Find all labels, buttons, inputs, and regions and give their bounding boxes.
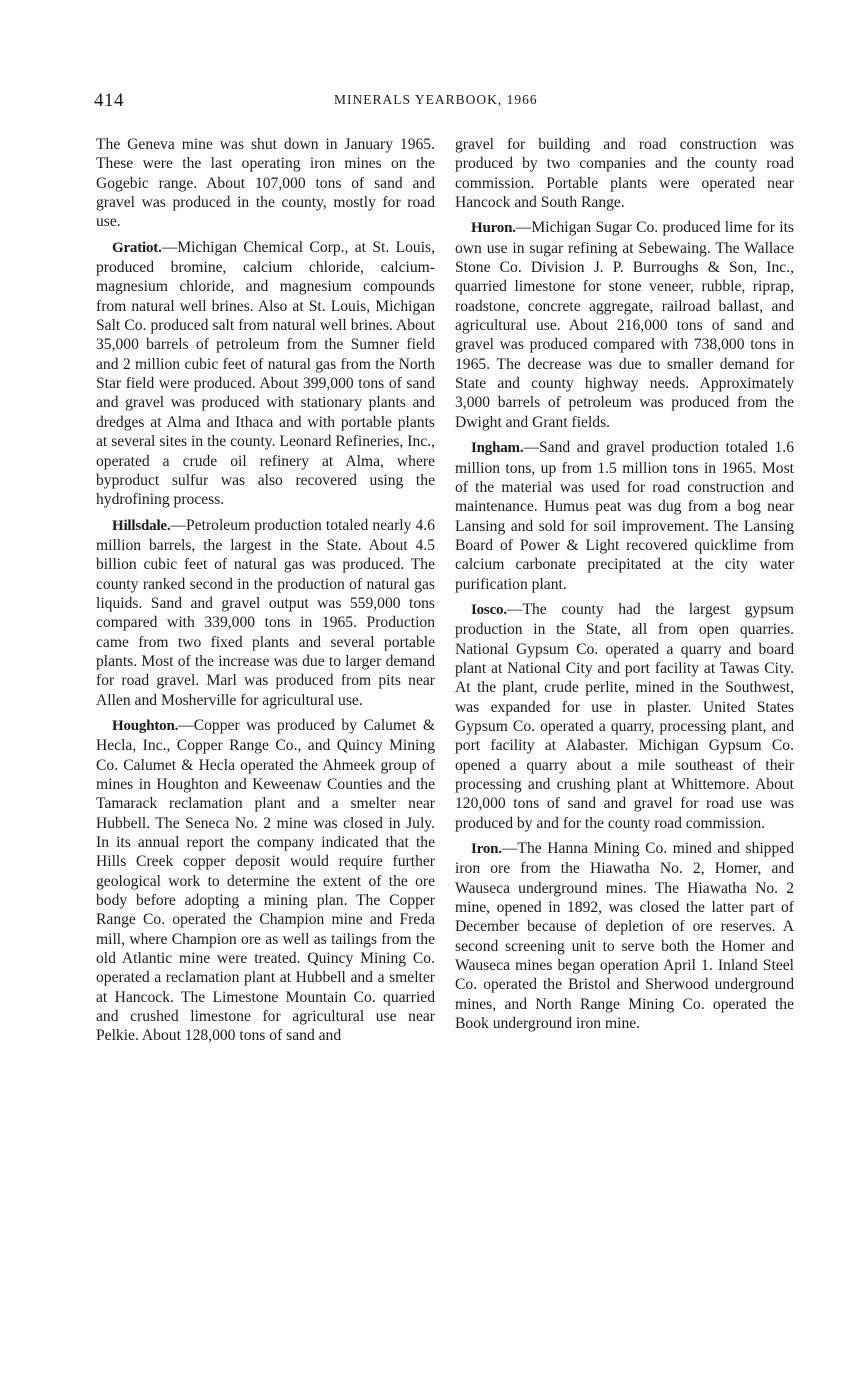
paragraph-houghton (96, 716, 435, 1046)
county-heading-gratiot: Gratiot. (112, 239, 162, 256)
paragraph-huron (455, 218, 794, 432)
paragraph-text: —Michigan Sugar Co. produced lime for its own use in sugar refining at Sebewaing. The Wallace Stone Co. Division J. P. Burroughs & Son, Inc., quarried limestone for stone veneer, rubble, riprap, roadstone, concrete aggregate, railroad ballast, and agricultural use. About 216,000 tons of sand and gravel was produced compared with 738,000 tons in 1965. The decrease was due to smaller demand for State and county highway needs. Approximately 3,000 barrels of petroleum was produced from the Dwight and Grant fields. (455, 219, 794, 431)
county-heading-iosco: Iosco. (471, 601, 507, 618)
county-heading-houghton: Houghton. (112, 717, 179, 734)
page-header (94, 90, 794, 114)
paragraph-text: —The Hanna Mining Co. mined and shipped iron ore from the Hiawatha No. 2, Homer, and Wauseca underground mines. The Hiawatha No. 2 mine, opened in 1892, was closed the latter part of December because of depletion of ore reserves. A second screening unit to serve both the Homer and Wauseca mines began operation April 1. Inland Steel Co. operated the Bristol and Sherwood underground mines, and North Range Mining Co. operated the Book underground iron mine. (455, 840, 794, 1033)
county-heading-ingham: Ingham. (471, 440, 524, 457)
paragraph-houghton-continuation (455, 135, 794, 212)
county-heading-huron: Huron. (471, 220, 516, 237)
paragraph-text: —Copper was produced by Calumet & Hecla, Inc., Copper Range Co., and Quincy Mining Co. Calumet & Hecla operated the Ahmeek group of mines in Houghton and Keweenaw Counties and the Tamarack reclamation plant and a smelter near Hubbell. The Seneca No. 2 mine was closed in July. In its annual report the company indicated that the Hills Creek copper deposit would require further geological work to determine the extent of the ore body before adopting a mining plan. The Copper Range Co. operated the Champion mine and Freda mill, where Champion ore as well as tailings from the old Atlantic mine were treated. Quincy Mining Co. operated a reclamation plant at Hubbell and a smelter at Hancock. The Limestone Mountain Co. quarried and crushed limestone for agricultural use near Pelkie. About 128,000 tons of sand and (96, 716, 435, 1045)
page-number: 414 (94, 90, 124, 111)
right-column (455, 135, 794, 1039)
paragraph-iron (455, 839, 794, 1033)
paragraph-gratiot (96, 238, 435, 510)
paragraph-text: —The county had the largest gypsum production in the State, all from open quarries. National Gypsum Co. operated a quarry and board plant at National City and port facility at Tawas City. At the plant, crude perlite, mined in the Southwest, was expanded for use in plaster. United States Gypsum Co. operated a quarry, processing plant, and port facility at Alabaster. Michigan Gypsum Co. opened a quarry about a mile southeast of their processing and crushing plant at Whittemore. About 120,000 tons of sand and gravel for road use was produced by and for the county road commission. (455, 600, 794, 832)
paragraph-text: —Sand and gravel production totaled 1.6 million tons, up from 1.5 million tons in 1965. Most of the material was used for road construction and maintenance. Humus peat was dug from a bog near Lansing and sold for soil improvement. The Lansing Board of Power & Light recovered quicklime from calcium carbonate precipitated at the city water purification plant. (455, 439, 794, 593)
paragraph-text: gravel for building and road construction was produced by two companies and the county road commission. Portable plants were operated near Hancock and South Range. (455, 136, 794, 212)
left-column (96, 135, 435, 1052)
paragraph-iosco (455, 600, 794, 833)
paragraph-text: —Petroleum production totaled nearly 4.6 million barrels, the largest in the State. About 4.5 billion cubic feet of natural gas was produced. The county ranked second in the production of natural gas liquids. Sand and gravel output was 559,000 tons compared with 339,000 tons in 1965. Production came from two fixed plants and several portable plants. Most of the increase was due to larger demand for road gravel. Marl was produced from pits near Allen and Mosherville for agricultural use. (96, 516, 435, 709)
running-title: MINERALS YEARBOOK, 1966 (334, 92, 538, 107)
county-heading-hillsdale: Hillsdale. (112, 517, 171, 534)
paragraph-text: The Geneva mine was shut down in January 1965. These were the last operating iron mines on the Gogebic range. About 107,000 tons of sand and gravel was produced in the county, mostly for road use. (96, 136, 435, 231)
paragraph-geneva-continuation (96, 135, 435, 232)
paragraph-ingham (455, 438, 794, 594)
county-heading-iron: Iron. (471, 841, 502, 858)
paragraph-text: —Michigan Chemical Corp., at St. Louis, produced bromine, calcium chloride, calcium-magnesium chloride, and magnesium compounds from natural well brines. Also at St. Louis, Michigan Salt Co. produced salt from natural well brines. About 35,000 barrels of petroleum from the Sumner field and 2 million cubic feet of natural gas from the North Star field were produced. About 399,000 tons of sand and gravel was produced with stationary plants and dredges at Alma and Ithaca and with portable plants at several sites in the county. Leonard Refineries, Inc., operated a crude oil refinery at Alma, where byproduct sulfur was also recovered using the hydrofining process. (96, 238, 435, 509)
paragraph-hillsdale (96, 516, 435, 710)
